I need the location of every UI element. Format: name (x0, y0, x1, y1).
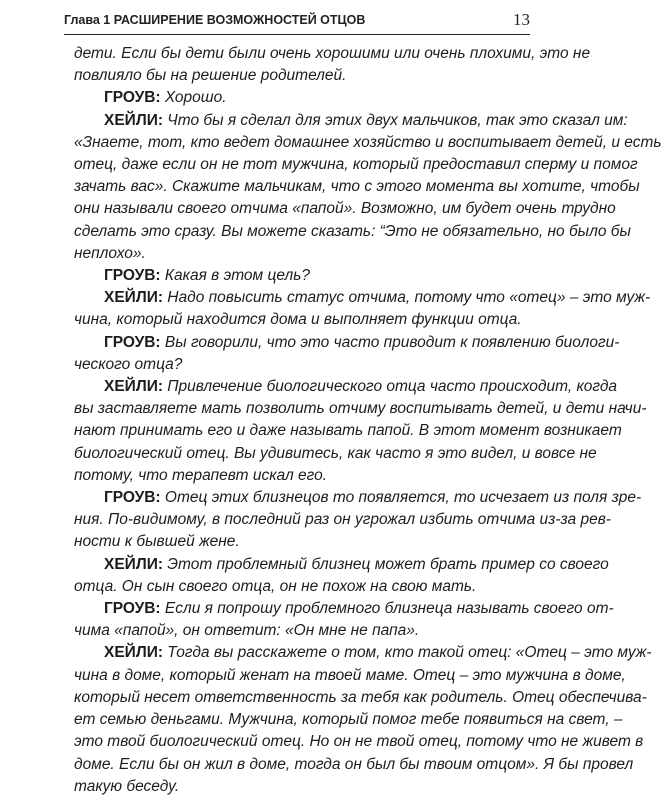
dialogue-paragraph (74, 598, 614, 642)
line-text: такую беседу. (74, 777, 180, 795)
speaker-name: ХЕЙЛИ: (104, 644, 163, 662)
text-line (74, 443, 597, 465)
line-text: ния. По-видимому, в последний раз он угрожал избить отчима из-за рев- (74, 511, 611, 529)
line-text: повлияло бы на решение родителей. (74, 67, 347, 85)
text-line (74, 132, 662, 154)
text-line (74, 65, 532, 87)
speaker-name: ГРОУВ: (104, 600, 161, 618)
text-line (74, 110, 628, 132)
text-line (74, 642, 652, 664)
line-text: Привлечение биологического отца часто происходит, когда (163, 378, 618, 396)
line-text: неплохо». (74, 244, 146, 262)
text-line (74, 709, 623, 731)
line-text: отца. Он сын своего отца, он не похож на свою мать. (74, 577, 477, 595)
line-text: дети. Если бы дети были очень хорошими или очень плохими, это не (74, 45, 591, 62)
text-line (74, 420, 622, 442)
running-header (64, 10, 530, 35)
page-number: 13 (513, 10, 530, 29)
line-text: Тогда вы расскажете о том, кто такой отец: «Отец – это муж- (163, 644, 652, 662)
line-text: доме. Если бы он жил в доме, тогда он был бы твоим отцом». Я бы провел (74, 755, 634, 773)
line-text: это твой биологический отец. Но он не твой отец, потому что не живет в (74, 733, 644, 751)
line-text: Отец этих близнецов то появляется, то исчезает из поля зре- (160, 489, 642, 507)
text-line (74, 198, 616, 220)
line-text: сделать это сразу. Вы можете сказать: “Это не обязательно, но было бы (74, 222, 631, 240)
speaker-name: ХЕЙЛИ: (104, 378, 163, 396)
text-line (74, 87, 532, 109)
line-text: ческого отца? (74, 355, 183, 373)
line-text: чина в доме, который женат на твоей маме. Отец – это мужчина в доме, (74, 666, 626, 684)
text-line (74, 554, 609, 576)
dialogue-paragraph (74, 376, 647, 487)
text-line (74, 687, 647, 709)
text-line (74, 398, 647, 420)
line-text: отец, даже если он не тот мужчина, который предоставил сперму и помог (74, 156, 638, 174)
text-line (74, 176, 640, 198)
speaker-name: ГРОУВ: (104, 333, 161, 351)
line-text: Этот проблемный близнец может брать пример со своего (163, 555, 609, 573)
speaker-name: ХЕЙЛИ: (104, 289, 163, 307)
line-text: биологический отец. Вы удивитесь, как часто я это видел, и вовсе не (74, 444, 597, 462)
line-text: вы заставляете мать позволить отчиму воспитывать детей, и дети начи- (74, 400, 647, 418)
continuation-paragraph (74, 43, 591, 87)
text-line (74, 154, 638, 176)
speaker-name: ХЕЙЛИ: (104, 555, 163, 573)
line-text: нают принимать его и даже называть папой. В этот момент возникает (74, 422, 622, 440)
text-line (74, 665, 626, 687)
line-text: «Знаете, тот, кто ведет домашнее хозяйство и воспитывает детей, и есть (74, 133, 662, 151)
dialogue-paragraph (74, 87, 532, 109)
text-line (74, 43, 591, 65)
line-text: чима «папой», он ответит: «Он мне не папа». (74, 622, 420, 640)
text-line (74, 465, 532, 487)
speaker-name: ГРОУВ: (104, 89, 161, 107)
text-line (74, 487, 642, 509)
text-line (74, 754, 634, 776)
speaker-name: ГРОУВ: (104, 267, 161, 285)
speaker-name: ХЕЙЛИ: (104, 111, 163, 129)
dialogue-paragraph (74, 332, 620, 376)
line-text: они называли своего отчима «папой». Возможно, им будет очень трудно (74, 200, 616, 218)
text-line (74, 576, 532, 598)
text-line (74, 731, 644, 753)
text-line (74, 531, 532, 553)
text-line (74, 354, 532, 376)
line-text: который несет ответственность за тебя как родитель. Отец обеспечива- (74, 688, 647, 706)
dialogue-paragraph (74, 642, 652, 797)
line-text: чина, который находится дома и выполняет функции отца. (74, 311, 522, 329)
line-text: Хорошо. (160, 89, 227, 107)
dialogue-paragraph (74, 554, 609, 598)
line-text: Вы говорили, что это часто приводит к появлению биологи- (160, 333, 620, 351)
speaker-name: ГРОУВ: (104, 489, 161, 507)
text-line (74, 221, 631, 243)
text-line (74, 598, 614, 620)
text-line (74, 265, 532, 287)
dialogue-paragraph (74, 487, 642, 554)
line-text: ности к бывшей жене. (74, 533, 240, 551)
line-text: зачать вас». Скажите мальчикам, что с этого момента вы хотите, чтобы (74, 178, 640, 196)
dialogue-paragraph (74, 265, 532, 287)
page-body (74, 43, 662, 798)
text-line (74, 243, 532, 265)
chapter-title: Глава 1 РАСШИРЕНИЕ ВОЗМОЖНОСТЕЙ ОТЦОВ (64, 13, 366, 27)
dialogue-paragraph (74, 287, 651, 331)
text-line (74, 287, 651, 309)
dialogue-paragraph (74, 110, 662, 265)
text-line (74, 309, 532, 331)
line-text: Если я попрошу проблемного близнеца называть своего от- (160, 600, 614, 618)
text-line (74, 509, 611, 531)
line-text: Что бы я сделал для этих двух мальчиков, так это сказал им: (163, 111, 628, 129)
text-line (74, 776, 532, 798)
line-text: Надо повысить статус отчима, потому что «отец» – это муж- (163, 289, 651, 307)
text-line (74, 332, 620, 354)
text-line (74, 376, 618, 398)
line-text: потому, что терапевт искал его. (74, 466, 328, 484)
line-text: ет семью деньгами. Мужчина, который помог тебе появиться на свет, – (74, 711, 623, 729)
line-text: Какая в этом цель? (160, 267, 310, 285)
text-line (74, 620, 532, 642)
